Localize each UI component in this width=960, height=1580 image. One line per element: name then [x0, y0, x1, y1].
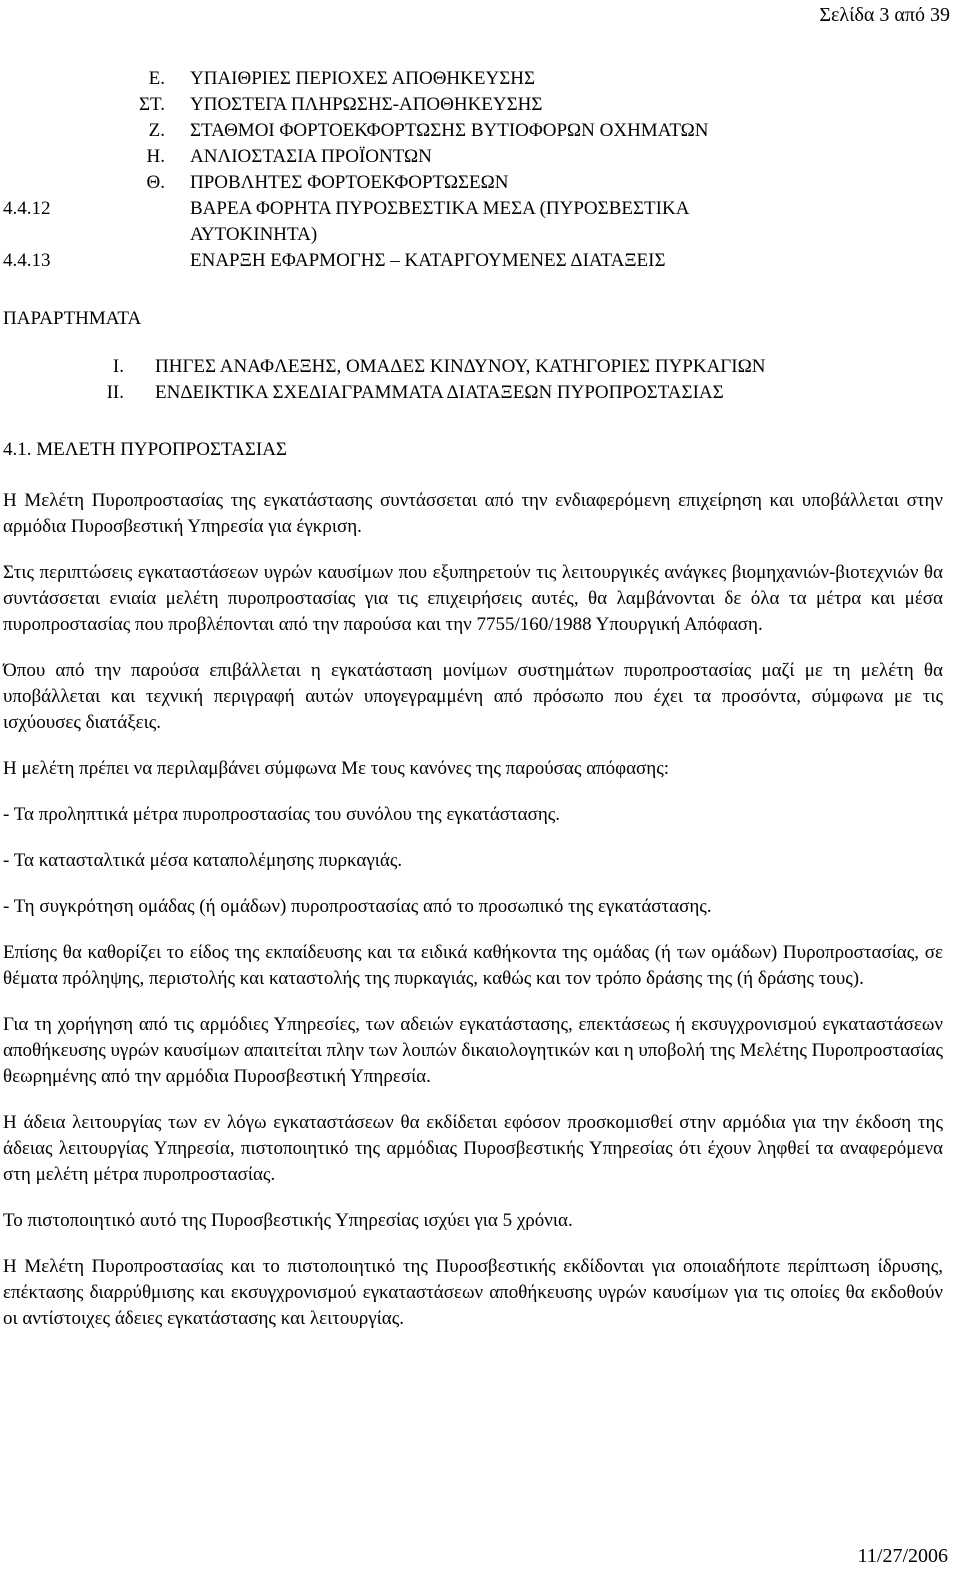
toc-item-label: Ε.: [148, 68, 165, 89]
list-item: - Τα προληπτικά μέτρα πυροπροστασίας του συνόλου της εγκατάστασης.: [3, 804, 561, 825]
toc-item: [0, 170, 960, 196]
toc-item-label: Ζ.: [148, 120, 165, 141]
toc-item-label: Θ.: [146, 172, 165, 193]
toc-item-number: 4.4.12: [3, 198, 51, 219]
toc-item-text: ΒΑΡΕΑ ΦΟΡΗΤΑ ΠΥΡΟΣΒΕΣΤΙΚΑ ΜΕΣΑ (ΠΥΡΟΣΒΕΣΤΙΚΑ: [190, 198, 690, 219]
toc-item-text: ΥΠΑΙΘΡΙΕΣ ΠΕΡΙΟΧΕΣ ΑΠΟΘΗΚΕΥΣΗΣ: [190, 68, 536, 89]
toc-item-text: ΕΝΑΡΞΗ ΕΦΑΡΜΟΓΗΣ – ΚΑΤΑΡΓΟΥΜΕΝΕΣ ΔΙΑΤΑΞΕΙΣ: [190, 250, 666, 271]
appendix-list: [0, 354, 960, 406]
paragraph: Το πιστοποιητικό αυτό της Πυροσβεστικής Υπηρεσίας ισχύει για 5 χρόνια.: [3, 1210, 573, 1231]
paragraph: Όπου από την παρούσα επιβάλλεται η εγκατάσταση μονίμων συστημάτων πυροπροστασίας μαζί με τη μελέτη θα υποβάλλεται και τεχνική περιγραφή αυτών υπογεγραμμένη από πρόσωπο που έχει τα προσόντα, σύμφωνα με τις ισχύουσες διατάξεις.: [3, 660, 943, 733]
appendix-heading: ΠΑΡΑΡΤΗΜΑΤΑ: [3, 308, 142, 329]
paragraph: Η μελέτη πρέπει να περιλαμβάνει σύμφωνα Με τους κανόνες της παρούσας απόφασης:: [3, 758, 670, 779]
toc-item-text: ΣΤΑΘΜΟΙ ΦΟΡΤΟΕΚΦΟΡΤΩΣΗΣ ΒΥΤΙΟΦΟΡΩΝ ΟΧΗΜΑΤΩΝ: [190, 120, 709, 141]
appendix-item-text: ΕΝΔΕΙΚΤΙΚΑ ΣΧΕΔΙΑΓΡΑΜΜΑΤΑ ΔΙΑΤΑΞΕΩΝ ΠΥΡΟΠΡΟΣΤΑΣΙΑΣ: [155, 382, 724, 403]
appendix-item-label: I.: [112, 356, 124, 377]
list-item: - Τη συγκρότηση ομάδας (ή ομάδων) πυροπροστασίας από το προσωπικό της εγκατάστασης.: [3, 896, 712, 917]
paragraph: Η Μελέτη Πυροπροστασίας και το πιστοποιητικό της Πυροσβεστικής εκδίδονται για οποιαδήποτε περίπτωση ίδρυσης, επέκτασης διαρρύθμισης και εκσυγχρονισμού εγκαταστάσεων αποθήκευσης υγρών καυσίμων για τις οποίες θα εκδοθούν οι αντίστοιχες άδειες εγκατάστασης και λειτουργίας.: [3, 1256, 943, 1329]
paragraph: Η Μελέτη Πυροπροστασίας της εγκατάστασης συντάσσεται από την ενδιαφερόμενη επιχείρηση και υποβάλλεται στην αρμόδια Πυροσβεστική Υπηρεσία για έγκριση.: [3, 490, 943, 537]
toc-item-text: ΠΡΟΒΛΗΤΕΣ ΦΟΡΤΟΕΚΦΟΡΤΩΣΕΩΝ: [190, 172, 509, 193]
paragraph: Η άδεια λειτουργίας των εν λόγω εγκαταστάσεων θα εκδίδεται εφόσον προσκομισθεί στην αρμόδια για την έκδοση της άδειας λειτουργίας Υπηρεσία, πιστοποιητικό της αρμόδιας Πυροσβεστικής Υπηρεσίας ότι έχουν ληφθεί τα αναφερόμενα στη μελέτη μέτρα πυροπροστασίας.: [3, 1112, 943, 1185]
toc-item-text-continuation: ΑΥΤΟΚΙΝΗΤΑ): [190, 224, 318, 245]
paragraph: Επίσης θα καθορίζει το είδος της εκπαίδευσης και τα ειδικά καθήκοντα της ομάδας (ή των ομάδων) Πυροπροστασίας, σε θέματα πρόληψης, περιστολής και καταστολής της πυρκαγιάς, καθώς και τον τρόπο δράσης της (ή δράσης τους).: [3, 942, 943, 989]
page-number-header: Σελίδα 3 από 39: [819, 4, 950, 26]
toc-numbered-item-continuation: [0, 222, 960, 248]
appendix-item-label: II.: [106, 382, 124, 403]
toc-item: [0, 118, 960, 144]
toc-numbered-item: [0, 196, 960, 222]
document-body: [3, 488, 943, 1352]
list-item: - Τα κατασταλτικά μέσα καταπολέμησης πυρκαγιάς.: [3, 850, 403, 871]
toc-item-text: ΑΝΛΙΟΣΤΑΣΙΑ ΠΡΟΪΟΝΤΩΝ: [190, 146, 432, 167]
toc-item-label: ΣΤ.: [138, 94, 165, 115]
paragraph: Για τη χορήγηση από τις αρμόδιες Υπηρεσίες, των αδειών εγκατάστασης, επεκτάσεως ή εκσυγχρονισμού εγκαταστάσεων αποθήκευσης υγρών καυσίμων απαιτείται πλην των λοιπών δικαιολογητικών και η υποβολή της Μελέτης Πυροπροστασίας θεωρημένης από την αρμόδια Πυροσβεστική Υπηρεσία.: [3, 1014, 943, 1087]
toc-item: [0, 66, 960, 92]
appendix-item: [0, 380, 960, 406]
toc-item: [0, 144, 960, 170]
paragraph: Στις περιπτώσεις εγκαταστάσεων υγρών καυσίμων που εξυπηρετούν τις λειτουργικές ανάγκες βιομηχανιών-βιοτεχνιών θα συντάσσεται ενιαία μελέτη πυροπροστασίας για τις επιχειρήσεις αυτές, θα λαμβάνονται δε όλα τα μέτρα και μέσα πυροπροστασίας που προβλέπονται από την παρούσα και την 7755/160/1988 Υπουργική Απόφαση.: [3, 562, 943, 635]
section-heading: 4.1. ΜΕΛΕΤΗ ΠΥΡΟΠΡΟΣΤΑΣΙΑΣ: [3, 439, 287, 460]
toc-numbered-item: [0, 248, 960, 274]
toc-item-label: Η.: [146, 146, 165, 167]
toc-item-text: ΥΠΟΣΤΕΓΑ ΠΛΗΡΩΣΗΣ-ΑΠΟΘΗΚΕΥΣΗΣ: [190, 94, 543, 115]
appendix-item-text: ΠΗΓΕΣ ΑΝΑΦΛΕΞΗΣ, ΟΜΑΔΕΣ ΚΙΝΔΥΝΟΥ, ΚΑΤΗΓΟΡΙΕΣ ΠΥΡΚΑΓΙΩΝ: [155, 356, 766, 377]
table-of-contents: [0, 66, 960, 274]
toc-item-number: 4.4.13: [3, 250, 51, 271]
appendix-item: [0, 354, 960, 380]
footer-date: 11/27/2006: [857, 1545, 948, 1567]
toc-item: [0, 92, 960, 118]
